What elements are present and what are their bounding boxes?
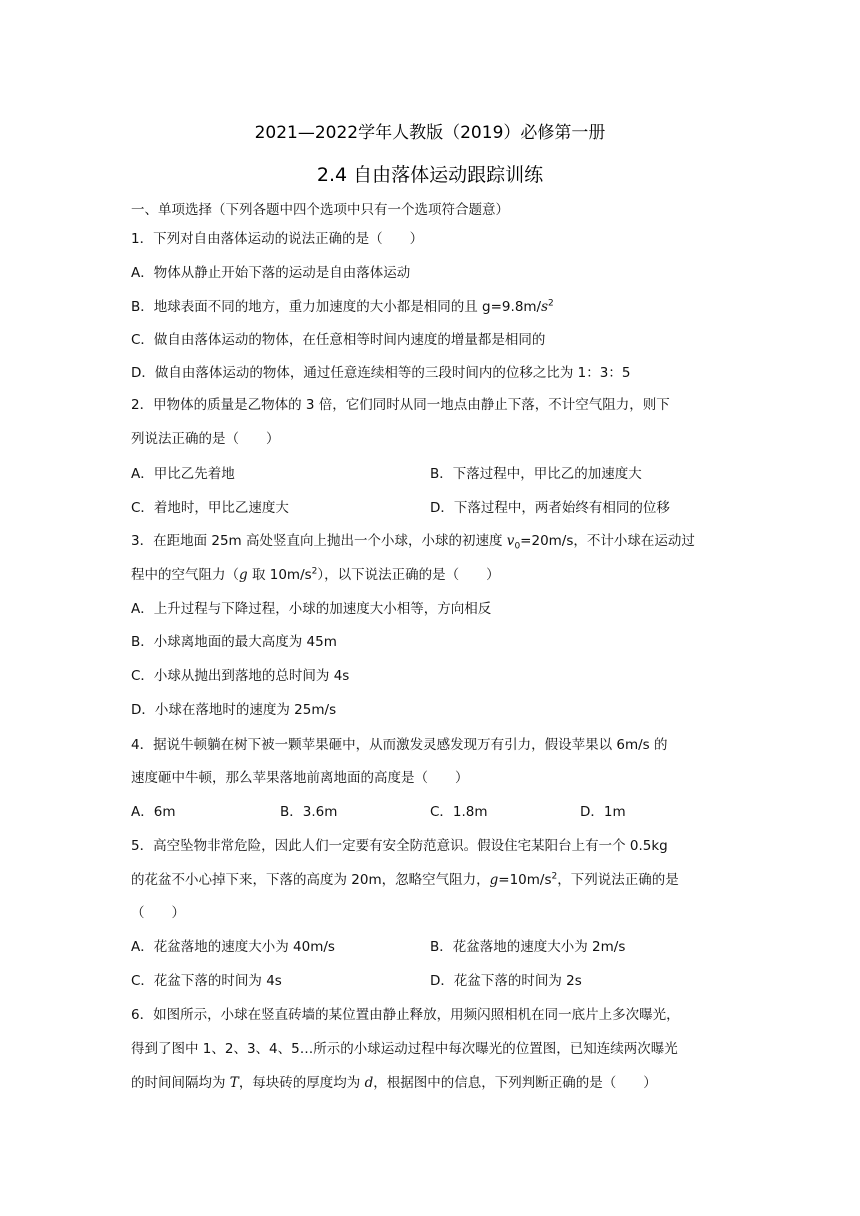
q6-stem-line1: 6．如图所示，小球在竖直砖墙的某位置由静止释放，用频闪照相机在同一底片上多次曝光，: [131, 1007, 680, 1023]
q2-stem-line1: 2．甲物体的质量是乙物体的 3 倍，它们同时从同一地点由静止下落，不计空气阻力，则下: [131, 397, 670, 413]
q1-option-c: C．做自由落体运动的物体，在任意相等时间内速度的增量都是相同的: [131, 332, 546, 348]
q5-stem-line2-text-a: 的花盆不小心掉下来，下落的高度为 20m，忽略空气阻力，: [131, 872, 490, 888]
q6-stem-line3-text-a: 的时间间隔均为: [131, 1075, 230, 1091]
q5-stem-line1: 5．高空坠物非常危险，因此人们一定要有安全防范意识。假设住宅某阳台上有一个 0.5kg: [131, 838, 668, 854]
q4-option-a: A．6m: [131, 804, 176, 820]
q3-velocity-symbol: v: [506, 533, 515, 549]
q3-option-b: B．小球离地面的最大高度为 45m: [131, 634, 337, 650]
q3-option-d: D．小球在落地时的速度为 25m/s: [131, 702, 337, 718]
q6-stem-line2: 得到了图中 1、2、3、4、5…所示的小球运动过程中每次曝光的位置图，已知连续两次曝光: [131, 1041, 678, 1057]
q5-option-a: A．花盆落地的速度大小为 40m/s: [131, 939, 335, 955]
q3-stem-line2-text-b: 取 10m/s: [247, 567, 312, 583]
q5-option-d: D．花盆下落的时间为 2s: [430, 973, 582, 989]
q1-option-b-text: B．地球表面不同的地方，重力加速度的大小都是相同的且 g=9.8m/: [131, 299, 542, 315]
q5-stem-line2-text-c: ，下列说法正确的是: [557, 872, 679, 888]
q4-option-c: C．1.8m: [430, 804, 488, 820]
q3-option-c: C．小球从抛出到落地的总时间为 4s: [131, 668, 350, 684]
q4-option-d: D．1m: [580, 804, 626, 820]
q1-option-b-unit: s: [541, 299, 549, 315]
q2-option-c: C．着地时，甲比乙速度大: [131, 500, 289, 516]
q3-stem-line2: [131, 563, 500, 583]
q1-stem: 1．下列对自由落体运动的说法正确的是（ ）: [131, 231, 424, 247]
q5-gravity-symbol: g: [489, 872, 499, 888]
q6-thickness-symbol: d: [364, 1075, 374, 1091]
q3-velocity-subscript: 0: [514, 541, 521, 552]
q6-stem-line3: [131, 1071, 657, 1091]
q5-stem-line2-text-b: =10m/s: [498, 872, 552, 888]
q3-option-a: A．上升过程与下降过程，小球的加速度大小相等，方向相反: [131, 601, 492, 617]
q1-option-b: [131, 295, 554, 315]
q2-option-b: B．下落过程中，甲比乙的加速度大: [430, 466, 642, 482]
q4-stem-line2: 速度砸中牛顿，那么苹果落地前离地面的高度是（ ）: [131, 770, 469, 786]
q5-stem-line2-sup: 2: [551, 871, 558, 882]
q3-stem-line1-text-b: =20m/s，不计小球在运动过: [520, 533, 695, 549]
q3-stem-line2-text-c: ），以下说法正确的是（ ）: [317, 567, 500, 583]
q2-stem-line2: 列说法正确的是（ ）: [131, 431, 280, 447]
q3-gravity-symbol: g: [239, 567, 248, 583]
q2-option-a: A．甲比乙先着地: [131, 466, 235, 482]
q1-option-a: A．物体从静止开始下落的运动是自由落体运动: [131, 265, 411, 281]
q2-option-d: D．下落过程中，两者始终有相同的位移: [430, 500, 670, 516]
q6-stem-line3-text-c: ，根据图中的信息，下列判断正确的是（ ）: [373, 1075, 657, 1091]
q4-option-b: B．3.6m: [280, 804, 338, 820]
q6-stem-line3-text-b: ，每块砖的厚度均为: [238, 1075, 365, 1091]
q3-stem-line2-sup: 2: [311, 566, 318, 577]
q5-option-c: C．花盆下落的时间为 4s: [131, 973, 282, 989]
q3-stem-line1-text-a: 3．在距地面 25m 高处竖直向上抛出一个小球，小球的初速度: [131, 533, 507, 549]
q1-option-b-sup: 2: [548, 298, 554, 309]
q3-stem-line2-text-a: 程中的空气阻力（: [131, 567, 239, 583]
q4-stem-line1: 4．据说牛顿躺在树下被一颗苹果砸中，从而激发灵感发现万有引力，假设苹果以 6m/s 的: [131, 737, 668, 753]
q3-stem-line1: [131, 529, 695, 552]
q5-option-b: B．花盆落地的速度大小为 2m/s: [430, 939, 626, 955]
q6-period-symbol: T: [229, 1075, 239, 1091]
q5-stem-line3: （ ）: [131, 905, 185, 921]
q5-stem-line2: [131, 868, 679, 888]
q1-option-d: D．做自由落体运动的物体，通过任意连续相等的三段时间内的位移之比为 1：3：5: [131, 365, 631, 381]
document-title: 2021—2022学年人教版（2019）必修第一册: [254, 123, 606, 143]
section-heading: 一、单项选择（下列各题中四个选项中只有一个选项符合题意）: [131, 202, 509, 218]
document-subtitle: 2.4 自由落体运动跟踪训练: [316, 164, 544, 186]
